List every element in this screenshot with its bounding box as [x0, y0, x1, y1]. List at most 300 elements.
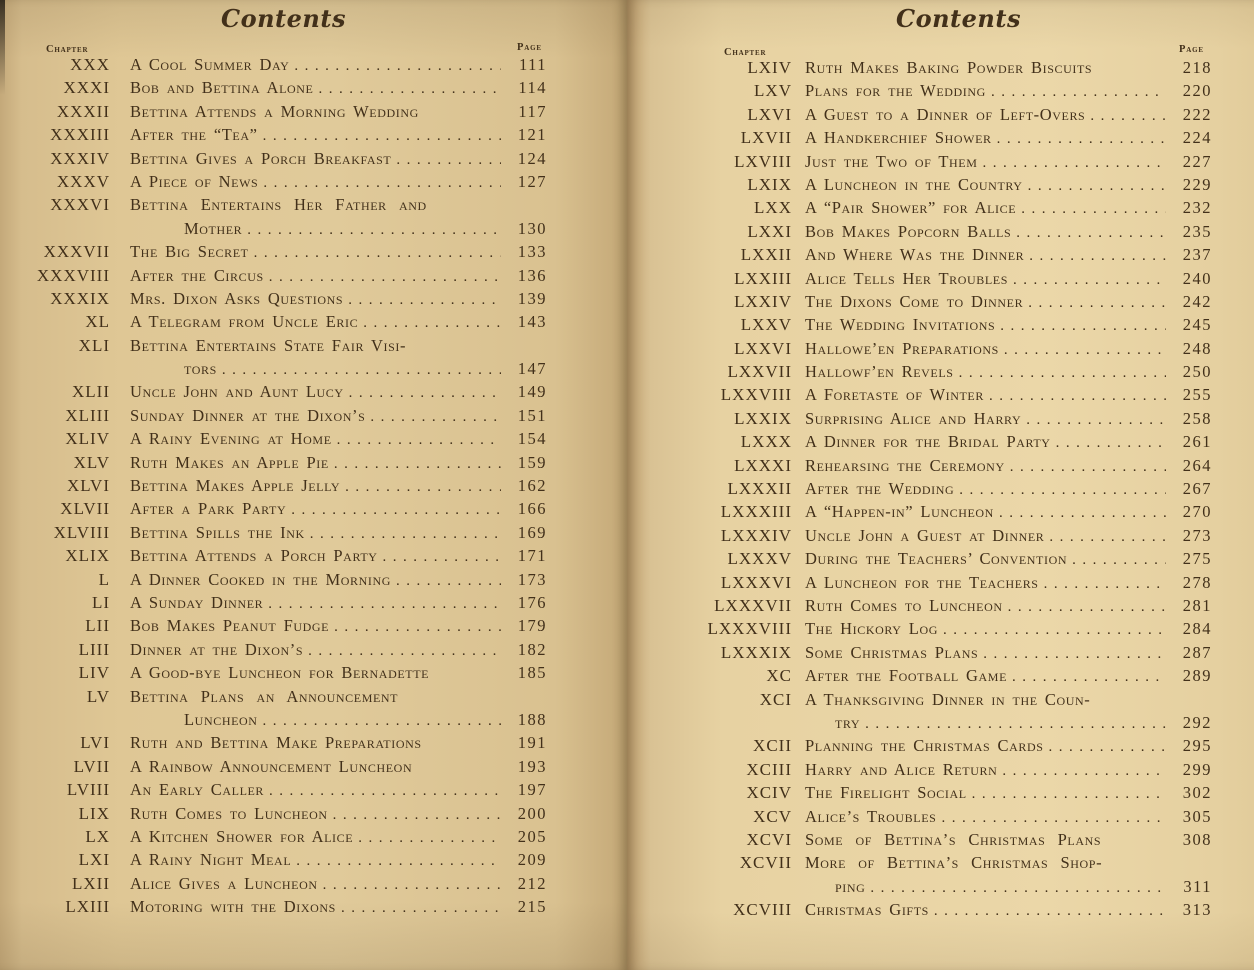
- page-number: 149: [517, 382, 547, 402]
- toc-entry: [655, 220, 1212, 243]
- entry-title: A Guest to a Dinner of Left-Overs: [805, 104, 1086, 124]
- dot-leader: [269, 266, 501, 289]
- toc-entry: [655, 805, 1212, 828]
- chapter-numeral: LXII: [72, 873, 110, 893]
- toc-entry-continuation: [655, 711, 1212, 734]
- entry-title: More of Bettina’s Christmas Shop-: [805, 853, 1103, 873]
- entry-title: The Big Secret: [130, 242, 249, 262]
- page-number: 136: [517, 265, 547, 285]
- toc-entry: [24, 427, 547, 450]
- page-number: 193: [517, 756, 547, 776]
- chapter-numeral: LXI: [78, 850, 110, 870]
- toc-entry-continuation: [24, 217, 547, 240]
- page-number: 242: [1182, 291, 1212, 311]
- toc-entry: [655, 407, 1212, 430]
- page-column-header: Page: [517, 42, 542, 53]
- dot-leader: [1028, 175, 1166, 198]
- entry-title: A “Pair Shower” for Alice: [805, 198, 1017, 218]
- dot-leader: [865, 713, 1166, 736]
- page-number: 154: [517, 429, 547, 449]
- page-number: 292: [1182, 712, 1212, 732]
- toc-entry: [655, 524, 1212, 547]
- page-number: 166: [517, 499, 547, 519]
- chapter-numeral: XXXVIII: [36, 265, 110, 285]
- page-number: 284: [1182, 619, 1212, 639]
- toc-entry: [24, 661, 547, 684]
- entry-title: A Dinner for the Bridal Party: [805, 432, 1051, 452]
- toc-entry: [655, 617, 1212, 640]
- toc-entry: [655, 267, 1212, 290]
- entry-title: Bettina Entertains State Fair Visi-: [130, 335, 407, 355]
- toc-entry: [655, 150, 1212, 173]
- chapter-numeral: LXXXV: [727, 549, 792, 569]
- page-number: 205: [517, 826, 547, 846]
- toc-entry: [24, 240, 547, 263]
- entry-title: An Early Caller: [130, 780, 265, 800]
- entry-title: A Rainy Night Meal: [130, 850, 292, 870]
- toc-entry: [24, 474, 547, 497]
- page-number: 235: [1182, 221, 1212, 241]
- toc-entry: [24, 53, 547, 76]
- chapter-numeral: LXXXVI: [720, 572, 792, 592]
- page-column-header: Page: [1179, 44, 1204, 55]
- chapter-numeral: LX: [85, 826, 110, 846]
- entry-title: During the Teachers’ Convention: [805, 549, 1068, 569]
- dot-leader: [263, 172, 501, 195]
- entry-title: Just the Two of Them: [805, 151, 978, 171]
- entry-title: The Firelight Social: [805, 783, 967, 803]
- chapter-numeral: XXXVII: [43, 242, 110, 262]
- entry-title: Christmas Gifts: [805, 900, 929, 920]
- toc-entry: [24, 685, 547, 708]
- dot-leader: [323, 874, 501, 897]
- page-number: 209: [517, 850, 547, 870]
- page-number: 222: [1182, 104, 1212, 124]
- chapter-numeral: XLVII: [60, 499, 110, 519]
- entry-title: A Kitchen Shower for Alice: [130, 826, 354, 846]
- page-number: 200: [517, 803, 547, 823]
- chapter-numeral: LXVII: [740, 128, 792, 148]
- dot-leader: [983, 643, 1166, 666]
- page-number: 237: [1182, 245, 1212, 265]
- toc-entry: [24, 568, 547, 591]
- chapter-numeral: XXX: [70, 55, 110, 74]
- toc-entry: [24, 802, 547, 825]
- page-number: 179: [517, 616, 547, 636]
- chapter-numeral: XCII: [753, 736, 792, 756]
- entry-title: Some of Bettina’s Christmas Plans: [805, 829, 1102, 849]
- toc-entry: [655, 734, 1212, 757]
- entry-title: After the “Tea”: [130, 125, 258, 145]
- chapter-numeral: LXX: [754, 198, 792, 218]
- toc-entry: [24, 404, 547, 427]
- page-number: 302: [1182, 783, 1212, 803]
- page-number: 124: [517, 148, 547, 168]
- page-number: 313: [1182, 900, 1212, 920]
- page-number: 308: [1182, 829, 1212, 849]
- toc-entry: [24, 731, 547, 754]
- chapter-numeral: LVII: [73, 756, 110, 776]
- toc-entry: [24, 170, 547, 193]
- entry-title: After the Football Game: [805, 666, 1008, 686]
- chapter-numeral: LXXXVIII: [707, 619, 792, 639]
- chapter-numeral: XCVII: [739, 853, 792, 873]
- dot-leader: [1049, 736, 1166, 759]
- page-number: 197: [517, 780, 547, 800]
- toc-entry: [24, 334, 547, 357]
- entry-title: Motoring with the Dixons: [130, 897, 336, 917]
- chapter-numeral: XCIV: [746, 783, 792, 803]
- toc-entry: [24, 825, 547, 848]
- chapter-numeral: LIX: [78, 803, 110, 823]
- page-number: 270: [1182, 502, 1212, 522]
- entry-title: Harry and Alice Return: [805, 759, 998, 779]
- chapter-numeral: LXXVIII: [720, 385, 792, 405]
- dot-leader: [254, 242, 501, 265]
- entry-title: Uncle John and Aunt Lucy: [130, 382, 344, 402]
- entry-title: A Luncheon for the Teachers: [805, 572, 1039, 592]
- entry-title-continuation: Mother: [184, 218, 243, 238]
- page-number: 289: [1182, 666, 1212, 686]
- entry-title: Dinner at the Dixon’s: [130, 639, 304, 659]
- dot-leader: [363, 312, 501, 335]
- toc-entry: [24, 147, 547, 170]
- toc-list-left: [24, 53, 547, 918]
- page-number: 264: [1182, 455, 1212, 475]
- dot-leader: [348, 289, 501, 312]
- page-number: 171: [517, 546, 547, 566]
- dot-leader: [396, 149, 501, 172]
- dot-leader: [991, 81, 1166, 104]
- entry-title: Alice Tells Her Troubles: [805, 268, 1008, 288]
- page-number: 188: [517, 709, 547, 729]
- entry-title: Alice’s Troubles: [805, 806, 937, 826]
- page-number: 248: [1182, 338, 1212, 358]
- chapter-numeral: LXXXVII: [714, 595, 792, 615]
- dot-leader: [943, 619, 1166, 642]
- entry-title: A Piece of News: [130, 171, 259, 191]
- toc-entry: [655, 126, 1212, 149]
- entry-title: A Sunday Dinner: [130, 592, 264, 612]
- page-number: 173: [517, 569, 547, 589]
- chapter-numeral: XXXIX: [50, 288, 110, 308]
- page-title: Contents: [221, 4, 346, 33]
- entry-title-continuation: try: [835, 712, 861, 732]
- toc-entry: [24, 591, 547, 614]
- page-number: 215: [517, 897, 547, 917]
- dot-leader: [383, 546, 501, 569]
- entry-title: After a Park Party: [130, 499, 287, 519]
- toc-entry: [24, 123, 547, 146]
- entry-title: A “Happen-in” Luncheon: [805, 502, 994, 522]
- dot-leader: [263, 710, 501, 733]
- page-number: 232: [1182, 198, 1212, 218]
- toc-entry: [655, 594, 1212, 617]
- dot-leader: [1008, 596, 1166, 619]
- chapter-numeral: XLIX: [65, 546, 110, 566]
- dot-leader: [345, 476, 501, 499]
- entry-title: After the Wedding: [805, 479, 955, 499]
- page-number: 224: [1182, 128, 1212, 148]
- page-number: 176: [517, 592, 547, 612]
- dot-leader: [982, 152, 1166, 175]
- toc-entry: [655, 290, 1212, 313]
- toc-entry: [655, 337, 1212, 360]
- page-number: 255: [1182, 385, 1212, 405]
- page-number: 250: [1182, 362, 1212, 382]
- entry-title: Alice Gives a Luncheon: [130, 873, 318, 893]
- chapter-numeral: LXXXIV: [720, 525, 792, 545]
- chapter-numeral: XXXI: [63, 78, 110, 98]
- page-number: 295: [1182, 736, 1212, 756]
- dot-leader: [310, 523, 501, 546]
- dot-leader: [308, 640, 501, 663]
- entry-title: A Luncheon in the Country: [805, 174, 1023, 194]
- toc-entry: [655, 664, 1212, 687]
- dot-leader: [1013, 269, 1166, 292]
- entry-title: The Hickory Log: [805, 619, 938, 639]
- toc-entry: [24, 778, 547, 801]
- chapter-numeral: XLII: [72, 382, 110, 402]
- toc-entry: [655, 56, 1212, 79]
- page-number: 261: [1182, 432, 1212, 452]
- dot-leader: [333, 804, 501, 827]
- dot-leader: [294, 55, 501, 78]
- page-number: 299: [1182, 759, 1212, 779]
- toc-entry: [24, 193, 547, 216]
- entry-title: After the Circus: [130, 265, 264, 285]
- chapter-numeral: XXXVI: [50, 195, 110, 215]
- toc-entry: [24, 310, 547, 333]
- dot-leader: [268, 593, 501, 616]
- dot-leader: [1090, 105, 1166, 128]
- entry-title-continuation: Luncheon: [184, 709, 258, 729]
- entry-title: Hallowe’en Preparations: [805, 338, 999, 358]
- dot-leader: [1049, 526, 1166, 549]
- chapter-numeral: LII: [85, 616, 110, 636]
- page-number: 267: [1182, 479, 1212, 499]
- chapter-numeral: XXXIII: [50, 125, 110, 145]
- chapter-numeral: XCVIII: [733, 900, 792, 920]
- entry-title: Bettina Plans an Announcement: [130, 686, 399, 706]
- chapter-numeral: XLVIII: [53, 522, 110, 542]
- page-number: 111: [518, 55, 547, 74]
- chapter-numeral: LIII: [78, 639, 110, 659]
- dot-leader: [1026, 409, 1166, 432]
- entry-title: Mrs. Dixon Asks Questions: [130, 288, 344, 308]
- toc-entry: [24, 451, 547, 474]
- chapter-numeral: LXXXII: [727, 479, 792, 499]
- dot-leader: [972, 783, 1166, 806]
- dot-leader: [1000, 315, 1166, 338]
- entry-title: Ruth Comes to Luncheon: [805, 595, 1003, 615]
- page-number: 162: [517, 476, 547, 496]
- chapter-numeral: LXXXIX: [720, 642, 792, 662]
- chapter-numeral: XLIV: [65, 429, 110, 449]
- dot-leader: [941, 807, 1166, 830]
- dot-leader: [1002, 760, 1166, 783]
- entry-title-continuation: tors: [184, 359, 217, 379]
- chapter-numeral: LXVIII: [734, 151, 792, 171]
- dot-leader: [337, 429, 501, 452]
- dot-leader: [1012, 666, 1166, 689]
- entry-title: A Rainbow Announcement Luncheon: [130, 756, 413, 776]
- dot-leader: [1056, 432, 1166, 455]
- dot-leader: [959, 362, 1166, 385]
- chapter-numeral: LXXI: [747, 221, 792, 241]
- toc-entry-continuation: [24, 357, 547, 380]
- entry-title: Rehearsing the Ceremony: [805, 455, 1005, 475]
- toc-entry: [655, 173, 1212, 196]
- toc-entry: [655, 477, 1212, 500]
- page-number: 139: [517, 288, 547, 308]
- chapter-numeral: LVI: [80, 733, 110, 753]
- page-number: 185: [517, 663, 547, 683]
- entry-title: Some Christmas Plans: [805, 642, 979, 662]
- toc-entry: [655, 547, 1212, 570]
- entry-title: Bettina Spills the Ink: [130, 522, 305, 542]
- chapter-numeral: LXVI: [747, 104, 792, 124]
- chapter-numeral: XLIII: [65, 405, 110, 425]
- chapter-numeral: LXXV: [740, 315, 792, 335]
- toc-entry: [655, 430, 1212, 453]
- entry-title: Sunday Dinner at the Dixon’s: [130, 405, 366, 425]
- chapter-numeral: LV: [86, 686, 110, 706]
- toc-entry-continuation: [24, 708, 547, 731]
- dot-leader: [269, 780, 501, 803]
- dot-leader: [959, 479, 1166, 502]
- entry-title: A Telegram from Uncle Eric: [130, 312, 359, 332]
- entry-title-continuation: ping: [835, 876, 866, 896]
- dot-leader: [341, 897, 501, 920]
- page-number: 245: [1182, 315, 1212, 335]
- entry-title: Bettina Attends a Porch Party: [130, 546, 378, 566]
- page-number: 143: [517, 312, 547, 332]
- chapter-numeral: XCIII: [746, 759, 792, 779]
- page-number: 258: [1182, 408, 1212, 428]
- chapter-numeral: LXIII: [65, 897, 110, 917]
- toc-entry: [24, 895, 547, 918]
- chapter-numeral: LXIV: [747, 58, 792, 77]
- page-number: 114: [518, 78, 547, 98]
- chapter-numeral: LXV: [754, 81, 792, 101]
- page-number: 127: [517, 171, 547, 191]
- entry-title: A Handkerchief Shower: [805, 128, 992, 148]
- toc-entry: [24, 380, 547, 403]
- page-number: 218: [1182, 58, 1212, 77]
- toc-entry: [655, 103, 1212, 126]
- page-number: 121: [517, 125, 547, 145]
- toc-entry: [24, 100, 547, 123]
- page-number: 130: [517, 218, 547, 238]
- dot-leader: [1028, 292, 1166, 315]
- dot-leader: [999, 502, 1166, 525]
- dot-leader: [222, 359, 501, 382]
- page-number: 220: [1182, 81, 1212, 101]
- chapter-numeral: LXXVII: [727, 362, 792, 382]
- dot-leader: [263, 125, 501, 148]
- page-number: 305: [1182, 806, 1212, 826]
- dot-leader: [370, 406, 501, 429]
- page-number: 191: [517, 733, 547, 753]
- chapter-numeral: LXXIX: [734, 408, 792, 428]
- dot-leader: [1072, 549, 1166, 572]
- page-number: 117: [518, 101, 547, 121]
- dot-leader: [334, 453, 501, 476]
- toc-entry: [655, 898, 1212, 921]
- entry-title: And Where Was the Dinner: [805, 245, 1025, 265]
- toc-entry: [655, 383, 1212, 406]
- entry-title: Bettina Gives a Porch Breakfast: [130, 148, 392, 168]
- toc-entry: [655, 243, 1212, 266]
- dot-leader: [247, 219, 501, 242]
- entry-title: A Dinner Cooked in the Morning: [130, 569, 392, 589]
- page-number: 281: [1182, 595, 1212, 615]
- page-number: 278: [1182, 572, 1212, 592]
- entry-title: The Wedding Invitations: [805, 315, 996, 335]
- chapter-numeral: LXXIV: [734, 291, 792, 311]
- toc-entry: [655, 758, 1212, 781]
- toc-entry: [655, 688, 1212, 711]
- entry-title: A Rainy Evening at Home: [130, 429, 332, 449]
- chapter-numeral: LIV: [78, 663, 110, 683]
- dot-leader: [934, 900, 1166, 923]
- chapter-numeral: LXXXI: [734, 455, 792, 475]
- chapter-numeral: LXXX: [740, 432, 792, 452]
- page-number: 159: [517, 452, 547, 472]
- chapter-numeral: LXIX: [747, 174, 792, 194]
- toc-entry: [655, 641, 1212, 664]
- entry-title: A Good-bye Luncheon for Bernadette: [130, 663, 430, 683]
- toc-entry: [655, 571, 1212, 594]
- dot-leader: [358, 827, 501, 850]
- dot-leader: [349, 382, 501, 405]
- toc-entry: [24, 76, 547, 99]
- chapter-numeral: XCI: [759, 689, 792, 709]
- chapter-numeral: XCV: [753, 806, 792, 826]
- entry-title: A Foretaste of Winter: [805, 385, 984, 405]
- page-number: 212: [517, 873, 547, 893]
- entry-title: Bob Makes Popcorn Balls: [805, 221, 1012, 241]
- page-number: 273: [1182, 525, 1212, 545]
- toc-entry: [655, 851, 1212, 874]
- page-number: 229: [1182, 174, 1212, 194]
- toc-entry: [24, 848, 547, 871]
- page-number: 275: [1182, 549, 1212, 569]
- page-number: 151: [517, 405, 547, 425]
- page-number: 287: [1182, 642, 1212, 662]
- page-number: 227: [1182, 151, 1212, 171]
- entry-title: Planning the Christmas Cards: [805, 736, 1044, 756]
- dot-leader: [296, 850, 501, 873]
- chapter-column-header: Chapter: [724, 47, 767, 58]
- toc-entry: [655, 454, 1212, 477]
- chapter-numeral: L: [98, 569, 110, 589]
- chapter-numeral: XL: [85, 312, 110, 332]
- toc-entry: [655, 828, 1212, 851]
- page-title: Contents: [896, 4, 1021, 33]
- toc-entry: [24, 614, 547, 637]
- entry-title: Plans for the Wedding: [805, 81, 986, 101]
- toc-entry: [24, 497, 547, 520]
- chapter-numeral: LVIII: [66, 780, 110, 800]
- dot-leader: [870, 877, 1166, 900]
- chapter-numeral: LXXII: [740, 245, 792, 265]
- toc-entry: [24, 872, 547, 895]
- dot-leader: [291, 499, 501, 522]
- chapter-numeral: XXXIV: [50, 148, 110, 168]
- toc-entry: [655, 196, 1212, 219]
